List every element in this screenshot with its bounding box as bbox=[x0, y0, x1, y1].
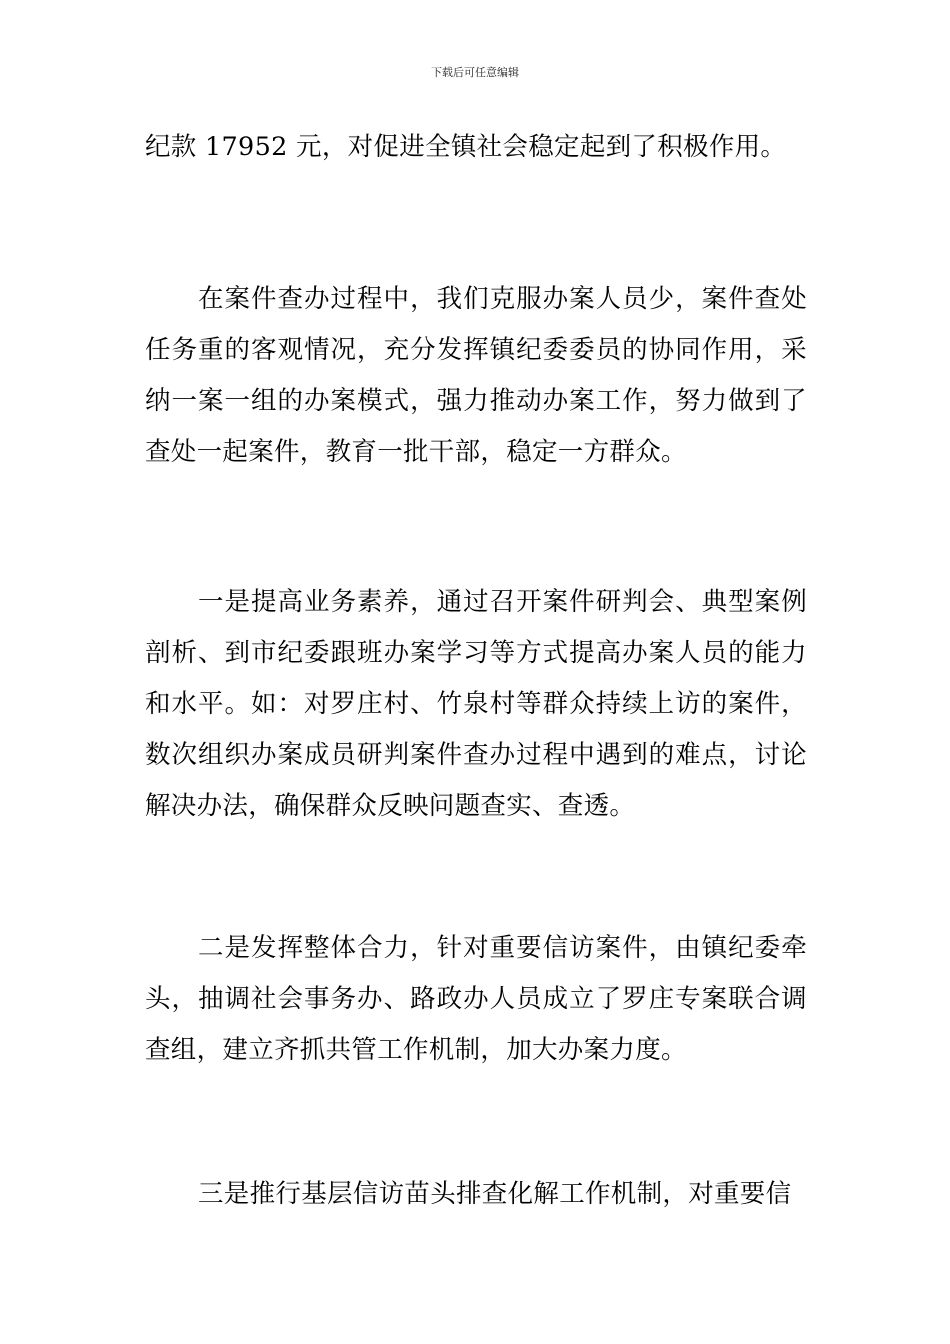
paragraph-point-three: 三是推行基层信访苗头排查化解工作机制，对重要信 bbox=[198, 1179, 792, 1209]
paragraph-point-one: 一是提高业务素养，通过召开案件研判会、典型案例剖析、到市纪委跟班办案学习等方式提高办案人员的能力和水平。如：对罗庄村、竹泉村等群众持续上访的案件，数次组织办案成员研判案件查办过程中遇到的难点，讨论解决办法，确保群众反映问题查实、查透。 bbox=[145, 587, 807, 821]
paragraph-case-handling: 在案件查办过程中，我们克服办案人员少，案件查处任务重的客观情况，充分发挥镇纪委委员的协同作用，采纳一案一组的办案模式，强力推动办案工作，努力做到了查处一起案件，教育一批干部，稳定一方群众。 bbox=[145, 284, 807, 467]
header-note: 下载后可任意编辑 bbox=[431, 66, 519, 79]
paragraph-continuation: 纪款 17952 元，对促进全镇社会稳定起到了积极作用。 bbox=[145, 132, 787, 162]
paragraph-point-two: 二是发挥整体合力，针对重要信访案件，由镇纪委牵头，抽调社会事务办、路政办人员成立了罗庄专案联合调查组，建立齐抓共管工作机制，加大办案力度。 bbox=[145, 933, 807, 1065]
